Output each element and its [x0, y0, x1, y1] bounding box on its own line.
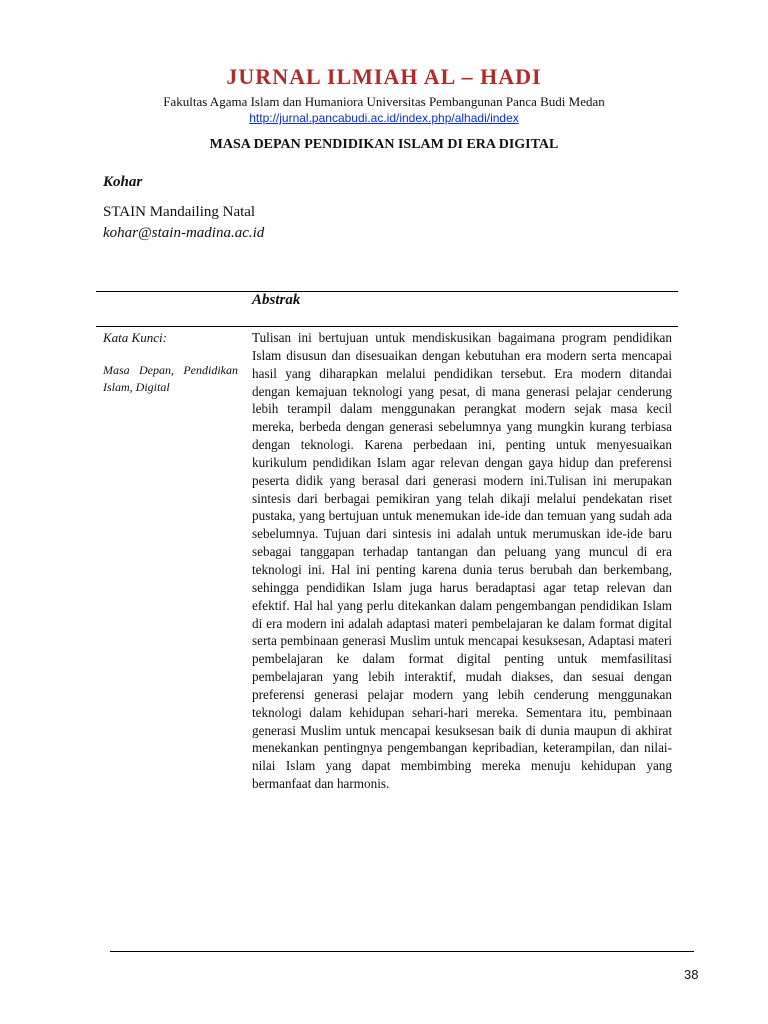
journal-title: JURNAL ILMIAH AL – HADI	[226, 64, 542, 89]
author-institution: STAIN Mandailing Natal	[103, 204, 256, 220]
author-email: kohar@stain-madina.ac.id	[103, 225, 265, 241]
page-number: 38	[684, 967, 699, 982]
journal-affiliation: Fakultas Agama Islam dan Humaniora Universitas Pembangunan Panca Budi Medan	[163, 94, 605, 109]
abstract-top-rule	[96, 291, 678, 292]
abstract-text: Tulisan ini bertujuan untuk mendiskusikan bagaimana program pendidikan Islam disusun dan disesuaikan dengan kebutuhan era modern serta mencapai hasil yang diharapkan melalui pendidikan tersebut. Era modern ditandai dengan kemajuan teknologi yang pesat, di mana generasi pelajar cenderung lebih terampil dalam menggunakan perangkat modern sejak masa kecil mereka, berbeda dengan generasi sebelumnya yang mungkin kurang terbiasa dengan teknologi. Karena perbedaan ini, penting untuk menyesuaikan kurikulum pendidikan Islam agar relevan dengan gaya hidup dan preferensi peserta didik yang berasal dari generasi modern ini.Tulisan ini merupakan sintesis dari berbagai pemikiran yang telah dikaji melalui pendekatan riset pustaka, yang bertujuan untuk menemukan ide-ide dan temuan yang sudah ada sebelumnya. Tujuan dari sintesis ini adalah untuk merumuskan ide-ide baru sebagai tanggapan terhadap tantangan dan peluang yang muncul di era teknologi ini. Hal ini penting karena dunia terus berubah dan berkembang, sehingga pendidikan Islam juga harus beradaptasi agar tetap relevan dan efektif. Hal hal yang perlu ditekankan dalam pengembangan pendidikan Islam di era modern ini adalah adaptasi materi pembelajaran ke dalam format digital serta pembinaan generasi Muslim untuk mencapai kesuksesan, Adaptasi materi pembelajaran ke dalam format digital penting untuk memfasilitasi pembelajaran yang lebih interaktif, mudah diakses, dan sesuai dengan preferensi generasi pelajar modern yang lebih cenderung menggunakan teknologi dalam kehidupan sehari-hari mereka. Sementara itu, pembinaan generasi Muslim untuk mencapai kesuksesan baik di dunia maupun di akhirat menekankan pentingnya pengembangan kepribadian, keterampilan, dan nilai-nilai Islam yang dapat membimbing mereka menuju kehidupan yang bermanfaat dan harmonis.	[252, 330, 672, 792]
abstract-header-rule	[96, 326, 678, 327]
journal-url-line	[0, 110, 768, 126]
author-name: Kohar	[103, 174, 143, 190]
keywords-list: Masa Depan, Pendidikan Islam, Digital	[103, 363, 238, 394]
journal-url-link[interactable]: http://jurnal.pancabudi.ac.id/index.php/alhadi/index	[249, 111, 519, 125]
abstract-heading: Abstrak	[252, 292, 301, 308]
footer-rule	[110, 951, 694, 952]
keywords-label: Kata Kunci:	[103, 330, 167, 345]
article-title: MASA DEPAN PENDIDIKAN ISLAM DI ERA DIGITAL	[209, 137, 559, 152]
